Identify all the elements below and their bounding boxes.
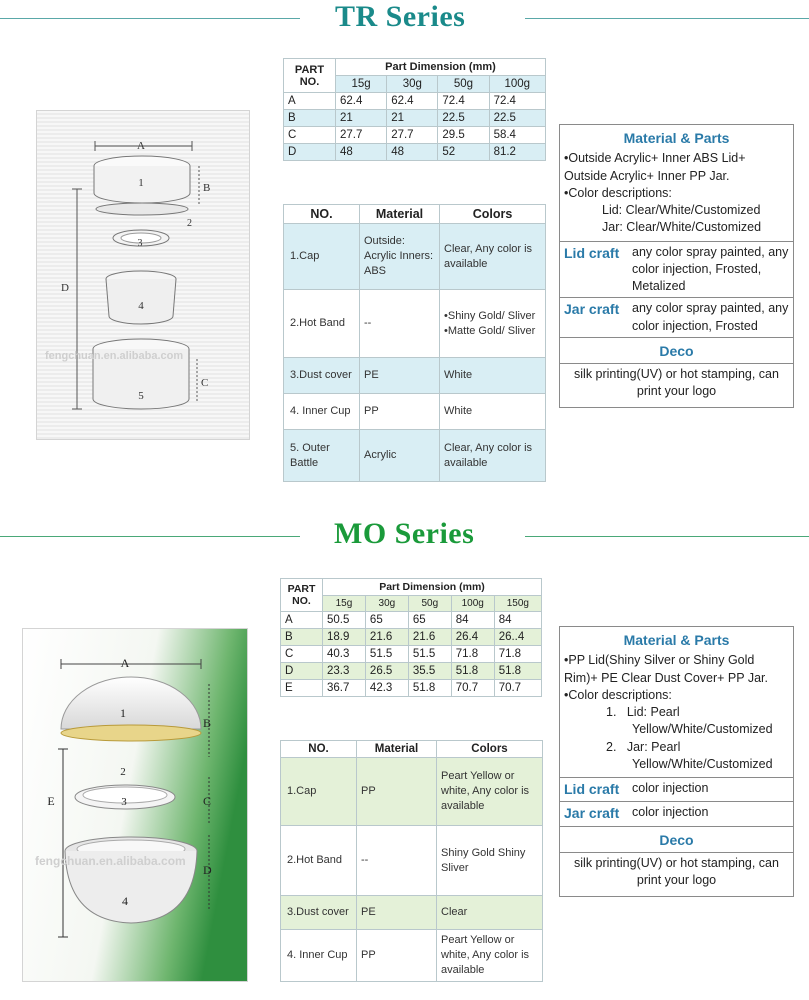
tr-jar-craft-label: Jar craft <box>564 301 620 318</box>
tr-value-cell: 29.5 <box>438 127 489 144</box>
tr-deco-heading: Deco <box>659 342 694 359</box>
mo-label-a: A <box>120 656 130 670</box>
mo-item-first: Lid: Pearl <box>626 705 680 720</box>
mo-value-cell: 50.5 <box>323 612 366 629</box>
mo-value-cell: 71.8 <box>494 646 541 663</box>
table-row <box>281 758 543 826</box>
mo-value-cell: 70.7 <box>494 680 541 697</box>
tr-parts-line: Jar: Clear/White/Customized <box>602 220 762 235</box>
mo-colors-cell: Shiny Gold Shiny Sliver <box>437 826 543 896</box>
tr-diagram-svg <box>37 111 250 440</box>
mo-value-cell: 18.9 <box>323 629 366 646</box>
mo-material-cell: PP <box>357 758 437 826</box>
mo-parts-line: •PP Lid(Shiny Silver or Shiny Gold <box>564 653 755 668</box>
table-row <box>284 144 546 161</box>
tr-part-label: PART <box>294 63 325 76</box>
tr-part-cell: D <box>284 144 336 161</box>
mo-part-cell: E <box>281 680 323 697</box>
table-row <box>281 646 542 663</box>
tr-label-a: A <box>137 140 145 152</box>
tr-value-cell: 72.4 <box>438 93 489 110</box>
mo-deco-line: silk printing(UV) or hot stamping, can <box>574 856 779 870</box>
tr-colors-cell: Clear, Any color is available <box>440 430 546 482</box>
mo-label-4: 4 <box>122 894 128 908</box>
mo-value-cell: 51.8 <box>494 663 541 680</box>
tr-colors-cell: White <box>440 358 546 394</box>
tr-parts-line: •Outside Acrylic+ Inner ABS Lid+ <box>564 151 746 166</box>
mo-size-15g: 15g <box>323 596 366 612</box>
mo-material-table <box>280 740 543 982</box>
tr-lid-craft-label: Lid craft <box>564 244 620 261</box>
mo-no-cell: 1.Cap <box>281 758 357 826</box>
mo-jar-craft-value: color injection <box>632 805 709 820</box>
mo-label-1: 1 <box>120 706 126 720</box>
mo-value-cell: 51.5 <box>365 646 408 663</box>
tr-part-cell: C <box>284 127 336 144</box>
mo-part-cell: D <box>281 663 323 680</box>
tr-lid-line: any color spray painted, <box>632 244 765 259</box>
mo-value-cell: 21.6 <box>408 629 451 646</box>
mo-part-label: PART <box>287 583 316 595</box>
tr-value-cell: 27.7 <box>336 127 387 144</box>
tr-value-cell: 21 <box>336 110 387 127</box>
mo-watermark: fengchuan.en.alibaba.com <box>35 854 186 868</box>
mo-deco-line: print your logo <box>636 873 717 888</box>
mo-label-2: 2 <box>120 766 126 778</box>
mo-value-cell: 65 <box>365 612 408 629</box>
tr-lid-line: any color injection, <box>632 244 789 276</box>
tr-value-cell: 62.4 <box>336 93 387 110</box>
table-row <box>281 930 543 982</box>
mo-size-150g: 150g <box>494 596 541 612</box>
tr-lid-craft-row <box>560 241 793 298</box>
table-row <box>281 680 542 697</box>
mo-colors-header: Colors <box>437 741 543 758</box>
mo-colors-cell: Clear <box>437 896 543 930</box>
tr-jar-line: any color spray painted, <box>632 301 765 316</box>
mo-value-cell: 51.8 <box>408 680 451 697</box>
mo-size-30g: 30g <box>365 596 408 612</box>
tr-parts-heading: Material & Parts <box>623 130 730 146</box>
mo-parts-line: Rim)+ PE Clear Dust Cover+ PP Jar. <box>564 670 769 685</box>
mo-lid-craft-label: Lid craft <box>564 781 620 798</box>
mo-parts-line: •Color descriptions: <box>564 687 672 702</box>
tr-jar-craft-row <box>560 297 793 337</box>
mo-label-c: C <box>203 794 212 808</box>
mo-no-header: NO. <box>281 741 357 758</box>
mo-no-label: NO. <box>292 595 311 607</box>
tr-colors-cell: White <box>440 394 546 430</box>
table-row <box>281 663 542 680</box>
mo-value-cell: 35.5 <box>408 663 451 680</box>
tr-parts-line: •Color descriptions: <box>564 185 672 200</box>
tr-value-cell: 62.4 <box>387 93 438 110</box>
tr-label-1: 1 <box>138 177 144 189</box>
mo-size-50g: 50g <box>408 596 451 612</box>
table-row <box>284 110 546 127</box>
tr-label-d: D <box>61 282 69 294</box>
mo-value-cell: 65 <box>408 612 451 629</box>
tr-no-cell: 4. Inner Cup <box>284 394 360 430</box>
mo-item-rest: Yellow/White/Customized <box>632 756 773 771</box>
tr-value-cell: 21 <box>387 110 438 127</box>
mo-value-cell: 21.6 <box>365 629 408 646</box>
mo-parts-description <box>560 652 793 777</box>
tr-value-cell: 72.4 <box>489 93 545 110</box>
tr-label-5: 5 <box>138 390 144 402</box>
table-row <box>284 394 546 430</box>
mo-deco-text <box>560 852 793 896</box>
mo-value-cell: 40.3 <box>323 646 366 663</box>
mo-value-cell: 70.7 <box>451 680 494 697</box>
mo-value-cell: 84 <box>494 612 541 629</box>
tr-parts-line: Outside Acrylic+ Inner PP Jar. <box>564 168 730 183</box>
mo-item-number: 2. <box>606 739 617 754</box>
mo-label-3: 3 <box>121 796 127 808</box>
tr-value-cell: 48 <box>336 144 387 161</box>
table-row <box>284 224 546 290</box>
mo-color-item-1 <box>564 704 789 721</box>
tr-watermark: fengchuan.en.alibaba.com <box>45 350 184 362</box>
mo-value-cell: 26.4 <box>451 629 494 646</box>
tr-parts-line: Lid: Clear/White/Customized <box>602 203 761 218</box>
mo-item-first: Jar: Pearl <box>626 739 681 754</box>
mo-part-no-header <box>281 579 323 612</box>
mo-jar-craft-label: Jar craft <box>564 805 620 822</box>
mo-dimension-table <box>280 578 542 697</box>
tr-value-cell: 27.7 <box>387 127 438 144</box>
mo-value-cell: 84 <box>451 612 494 629</box>
mo-label-b: B <box>203 716 212 730</box>
mo-material-cell: -- <box>357 826 437 896</box>
mo-no-cell: 2.Hot Band <box>281 826 357 896</box>
mo-value-cell: 36.7 <box>323 680 366 697</box>
tr-no-cell: 5. Outer Battle <box>284 430 360 482</box>
mo-no-cell: 3.Dust cover <box>281 896 357 930</box>
tr-colors-header: Colors <box>440 205 546 224</box>
tr-product-diagram <box>36 110 250 440</box>
table-row <box>284 93 546 110</box>
mo-product-diagram <box>22 628 248 982</box>
tr-part-no-header <box>284 59 336 93</box>
mo-series-title: MO Series <box>334 517 475 550</box>
tr-value-cell: 81.2 <box>489 144 545 161</box>
mo-value-cell: 51.5 <box>408 646 451 663</box>
mo-label-d: D <box>203 863 212 877</box>
mo-material-cell: PP <box>357 930 437 982</box>
mo-jar-craft-row <box>560 801 793 825</box>
tr-label-b: B <box>203 182 211 194</box>
mo-value-cell: 26..4 <box>494 629 541 646</box>
tr-label-3: 3 <box>137 238 143 249</box>
mo-lid-craft-row <box>560 777 793 801</box>
tr-lid-craft-value <box>628 242 793 298</box>
mo-color-item-2 <box>564 739 789 756</box>
tr-deco-line: silk printing(UV) or hot stamping, can <box>574 367 779 382</box>
table-row <box>281 896 543 930</box>
mo-value-cell: 51.8 <box>451 663 494 680</box>
mo-value-cell: 26.5 <box>365 663 408 680</box>
mo-title-rule-right <box>525 536 809 537</box>
table-row <box>281 612 542 629</box>
tr-dimension-table <box>283 58 546 161</box>
tr-label-2: 2 <box>187 218 192 229</box>
mo-title-rule-left <box>0 536 300 537</box>
tr-colors-cell: Clear, Any color is available <box>440 224 546 290</box>
mo-size-100g: 100g <box>451 596 494 612</box>
tr-material-cell: -- <box>360 290 440 358</box>
tr-no-cell: 1.Cap <box>284 224 360 290</box>
tr-no-cell: 2.Hot Band <box>284 290 360 358</box>
table-row <box>281 629 542 646</box>
tr-jar-craft-value <box>628 298 793 337</box>
table-row <box>284 127 546 144</box>
tr-lid-line: Frosted, Metalized <box>632 261 762 294</box>
mo-material-cell: PE <box>357 896 437 930</box>
tr-deco-line: print your logo <box>636 384 717 399</box>
tr-jar-line: any color injection, <box>632 301 789 333</box>
tr-value-cell: 22.5 <box>438 110 489 127</box>
mo-part-cell: B <box>281 629 323 646</box>
mo-diagram-svg <box>23 629 248 982</box>
tr-material-cell: PE <box>360 358 440 394</box>
tr-title-rule-left <box>0 18 300 19</box>
tr-size-50g: 50g <box>438 76 489 93</box>
tr-jar-line: Frosted <box>715 318 758 333</box>
mo-part-cell: A <box>281 612 323 629</box>
mo-value-cell: 23.3 <box>323 663 366 680</box>
tr-series-title: TR Series <box>335 0 466 33</box>
mo-deco-heading: Deco <box>659 831 694 848</box>
mo-label-e: E <box>47 794 55 808</box>
mo-dimension-group-header: Part Dimension (mm) <box>323 579 542 596</box>
tr-size-30g: 30g <box>387 76 438 93</box>
mo-parts-heading: Material & Parts <box>623 632 730 648</box>
table-row <box>284 290 546 358</box>
tr-no-cell: 3.Dust cover <box>284 358 360 394</box>
table-row <box>284 430 546 482</box>
tr-value-cell: 48 <box>387 144 438 161</box>
mo-item-rest: Yellow/White/Customized <box>632 722 773 737</box>
tr-material-cell: Acrylic <box>360 430 440 482</box>
tr-value-cell: 22.5 <box>489 110 545 127</box>
tr-material-header: Material <box>360 205 440 224</box>
tr-value-cell: 52 <box>438 144 489 161</box>
tr-deco-text <box>560 363 793 407</box>
mo-material-parts-box <box>559 626 794 897</box>
mo-lid-craft-value: color injection <box>632 781 709 796</box>
tr-dimension-group-header: Part Dimension (mm) <box>336 59 546 76</box>
mo-material-header: Material <box>357 741 437 758</box>
tr-title-rule-right <box>525 18 809 19</box>
mo-colors-cell: Peart Yellow or white, Any color is available <box>437 930 543 982</box>
mo-item-number: 1. <box>606 705 617 720</box>
tr-material-cell: Outside: Acrylic Inners: ABS <box>360 224 440 290</box>
mo-colors-cell: Peart Yellow or white, Any color is available <box>437 758 543 826</box>
table-row <box>281 826 543 896</box>
tr-size-100g: 100g <box>489 76 545 93</box>
tr-no-header: NO. <box>284 205 360 224</box>
tr-label-4: 4 <box>138 300 144 312</box>
mo-value-cell: 71.8 <box>451 646 494 663</box>
tr-colors-cell: •Shiny Gold/ Sliver •Matte Gold/ Sliver <box>440 290 546 358</box>
tr-material-parts-box <box>559 124 794 408</box>
mo-value-cell: 42.3 <box>365 680 408 697</box>
tr-value-cell: 58.4 <box>489 127 545 144</box>
tr-parts-description <box>560 150 793 240</box>
tr-material-table <box>283 204 546 482</box>
tr-size-15g: 15g <box>336 76 387 93</box>
tr-material-cell: PP <box>360 394 440 430</box>
tr-label-c: C <box>201 377 209 389</box>
table-row <box>284 358 546 394</box>
mo-no-cell: 4. Inner Cup <box>281 930 357 982</box>
mo-part-cell: C <box>281 646 323 663</box>
tr-no-label: NO. <box>299 75 320 88</box>
tr-part-cell: B <box>284 110 336 127</box>
tr-part-cell: A <box>284 93 336 110</box>
